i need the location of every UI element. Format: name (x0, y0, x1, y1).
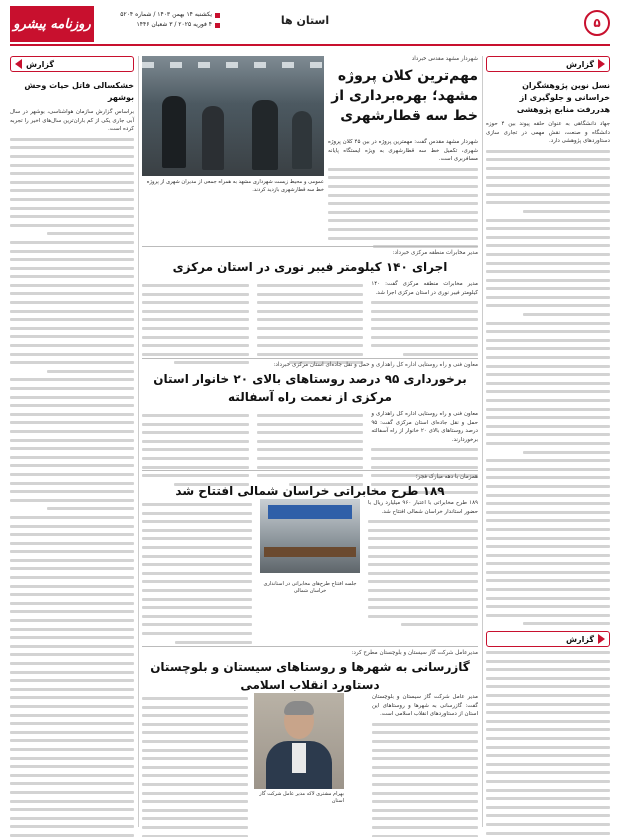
article-metro-line (142, 56, 478, 246)
article-body (142, 499, 252, 649)
report-badge-label: گزارش (565, 59, 594, 69)
square-bullet-icon (215, 13, 220, 18)
report-badge (486, 631, 610, 647)
article-lead: ۱۸۹ طرح مخابراتی با اعتبار ۹۶۰ میلیارد ریال با حضور استاندار خراسان شمالی افتتاح شد. (368, 500, 478, 515)
article-fiber-optic (142, 246, 478, 366)
article-lead: معاون فنی و راه روستایی اداره کل راهداری و حمل و نقل جاده‌ای استان مرکزی گفت: ۹۵ درصد روستاهای بالای ۲۰ خانوار از راه آسفالته برخوردارند. (371, 411, 478, 443)
article-body (328, 138, 478, 254)
center-column (142, 56, 478, 827)
page-header (10, 6, 610, 46)
article-headline: اجرای ۱۴۰ کیلومتر فیبر نوری در استان مرکزی (172, 260, 448, 274)
article-lead: مدیر مخابرات منطقه مرکزی گفت: ۱۴۰ کیلومتر فیبر نوری در استان مرکزی اجرا شد. (371, 281, 478, 296)
section-title: استان ها (280, 14, 330, 27)
official-portrait-photo (254, 693, 344, 789)
issue-date-line: یکشنبه ۱۴ بهمن ۱۴۰۳ / شماره ۵۲۰۴ (120, 11, 212, 18)
arrow-icon (598, 634, 605, 644)
arrow-icon (15, 59, 22, 69)
article-title: خشکسالی فاتل حیات وحش بوشهر (24, 81, 134, 102)
article-rural-roads (142, 358, 478, 478)
article-kicker: مدیر مخابرات منطقه مرکزی خبرداد: (392, 250, 478, 256)
article-kicker: معاون فنی و راه روستایی اداره کل راهداری و حمل و نقل جاده‌ای استان مرکزی خبرداد: (273, 362, 478, 368)
issue-info (100, 10, 220, 30)
header-divider (10, 44, 610, 46)
page-number: ۵ (584, 10, 610, 36)
article-body (486, 150, 610, 626)
column-divider (138, 56, 139, 827)
article-lead: مدیر عامل شرکت گاز سیستان و بلوچستان گفت: گازرسانی به شهرها و روستاهای این استان از دستاوردهای انقلاب اسلامی است. (372, 694, 478, 718)
meeting-photo (260, 499, 360, 594)
article-kicker: همزمان با دهه مبارک فجر؛ (415, 474, 478, 480)
article-headline: مهم‌ترین کلان پروژه مشهد؛ بهره‌برداری از خط سه قطارشهری (331, 68, 478, 124)
masthead-logo: روزنامه پیشرو (10, 6, 94, 42)
metro-site-photo (142, 56, 324, 176)
photo-caption: بهرام مشتری لاکه مدیر عامل شرکت گاز استان (259, 791, 344, 804)
article-body (368, 499, 478, 632)
report-badge-label: گزارش (26, 59, 55, 69)
left-column (10, 56, 134, 827)
article-telecom-projects (142, 470, 478, 652)
article-headline: برخورداری ۹۵ درصد روستاهای بالای ۲۰ خانوار استان مرکزی از نعمت راه آسفالته (153, 372, 467, 404)
article-headline: گازرسانی به شهرها و روستاهای سیستان و بلوچستان دستاورد انقلاب اسلامی (150, 660, 470, 692)
column-divider (482, 56, 483, 827)
report-badge (10, 56, 134, 72)
article-body (142, 693, 248, 837)
report-badge-label: گزارش (565, 634, 594, 644)
article-lead: جهاد دانشگاهی به عنوان حلقه پیوند بین ۴ حوزه دانشگاه و صنعت، نقش مهمی در تجاری سازی دستاوردهای پژوهشی دارد. (486, 121, 610, 145)
article-headline: ۱۸۹ طرح مخابراتی خراسان شمالی افتتاح شد (175, 484, 445, 498)
article-body (486, 651, 610, 837)
photo-caption: جلسه افتتاح طرح‌های مخابراتی در استانداری خراسان شمالی (263, 581, 357, 594)
photo-caption: عمومی و محیط زیست شهرداری مشهد به همراه جمعی از مدیران شهری از پروژه خط سه قطارشهری بازدید کردند. (146, 179, 324, 193)
issue-date-line: ۴ فوریه ۲۰۲۵ / ۳ شعبان ۱۴۴۶ (136, 21, 212, 28)
right-column (486, 56, 610, 827)
article-title: نسل نوین پژوهشگران خراسانی و جلوگیری از هدررفت منابع پژوهشی (516, 81, 610, 114)
report-badge (486, 56, 610, 72)
square-bullet-icon (215, 23, 220, 28)
arrow-icon (598, 59, 605, 69)
article-kicker: شهردار مشهد مقدس خبرداد (411, 56, 478, 62)
article-body (372, 693, 478, 837)
article-lead: شهردار مشهد مقدس گفت: مهمترین پروژه در بین ۴۵ کلان پروژه شهری، تکمیل خط سه قطارشهری به ویژه ایستگاه پایانه مسافربری است. (328, 139, 478, 163)
article-gas-supply (142, 646, 478, 827)
article-lead: براساس گزارش سازمان هواشناسی، بوشهر در سال آبی جاری یکی از کم باران‌ترین سال‌های اخیر را تجربه کرده است. (10, 109, 134, 133)
article-body (10, 138, 134, 837)
article-kicker: مدیرعامل شرکت گاز سیستان و بلوچستان مطرح کرد: (351, 650, 478, 656)
